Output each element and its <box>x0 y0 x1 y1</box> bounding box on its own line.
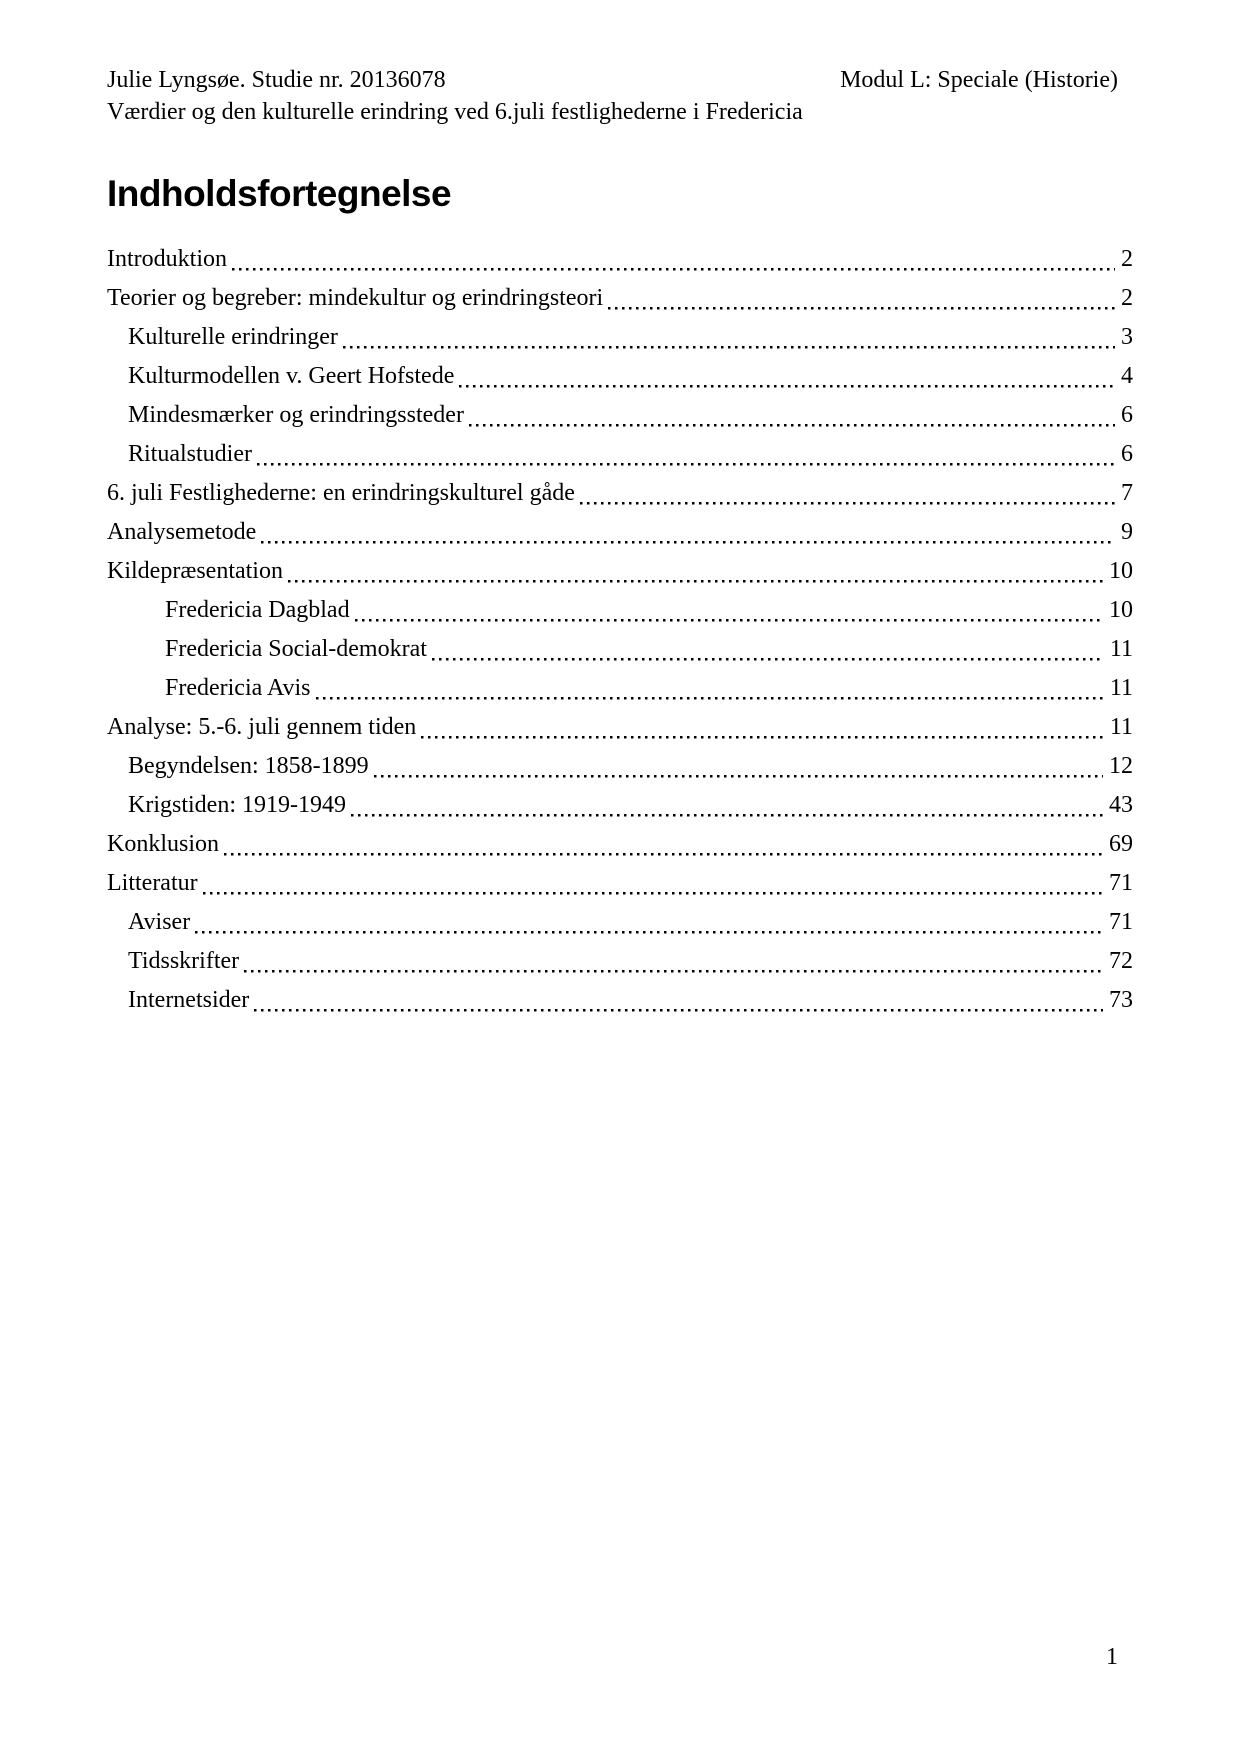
toc-entry-label: Begyndelsen: 1858-1899 <box>128 753 369 779</box>
toc-entry-label: Kulturmodellen v. Geert Hofstede <box>128 363 455 389</box>
toc-dot-leader <box>254 981 1103 1020</box>
toc-entry[interactable] <box>107 396 1133 435</box>
toc-dot-leader <box>343 318 1115 357</box>
toc-entry[interactable] <box>107 279 1133 318</box>
table-of-contents <box>107 240 1133 1020</box>
toc-entry-label: Krigstiden: 1919-1949 <box>128 792 346 818</box>
toc-dot-leader <box>374 747 1103 786</box>
toc-dot-leader <box>355 591 1103 630</box>
toc-entry[interactable] <box>107 708 1133 747</box>
toc-entry[interactable] <box>107 825 1133 864</box>
header-subtitle: Værdier og den kulturelle erindring ved 6.juli festlighederne i Fredericia <box>107 99 803 125</box>
toc-entry[interactable] <box>107 474 1133 513</box>
toc-entry[interactable] <box>107 435 1133 474</box>
toc-entry-page: 43 <box>1109 792 1133 818</box>
toc-entry[interactable] <box>107 786 1133 825</box>
toc-entry[interactable] <box>107 357 1133 396</box>
toc-entry[interactable] <box>107 552 1133 591</box>
toc-entry[interactable] <box>107 903 1133 942</box>
page-number: 1 <box>1106 1644 1118 1670</box>
toc-entry-page: 4 <box>1121 363 1133 389</box>
toc-entry-label: Kildepræsentation <box>107 558 283 584</box>
toc-entry[interactable] <box>107 240 1133 279</box>
toc-entry-label: Introduktion <box>107 246 227 272</box>
toc-dot-leader <box>224 825 1103 864</box>
page-footer <box>1106 1641 1118 1673</box>
toc-dot-leader <box>316 669 1104 708</box>
toc-entry[interactable] <box>107 981 1133 1020</box>
toc-dot-leader <box>580 474 1115 513</box>
toc-entry-page: 11 <box>1109 675 1133 701</box>
toc-entry-page: 6 <box>1121 402 1133 428</box>
toc-entry-page: 71 <box>1109 909 1133 935</box>
header-module: Modul L: Speciale (Historie) <box>840 67 1118 93</box>
toc-entry-label: Aviser <box>128 909 191 935</box>
toc-dot-leader <box>232 240 1115 279</box>
toc-entry-page: 2 <box>1121 246 1133 272</box>
header-top-row <box>107 64 1118 96</box>
toc-entry-label: Kulturelle erindringer <box>128 324 338 350</box>
toc-entry-label: Analysemetode <box>107 519 257 545</box>
toc-entry-page: 71 <box>1109 870 1133 896</box>
toc-dot-leader <box>432 630 1104 669</box>
toc-entry-page: 11 <box>1109 714 1133 740</box>
toc-entry-label: Konklusion <box>107 831 220 857</box>
toc-entry[interactable] <box>107 630 1133 669</box>
header-author: Julie Lyngsøe. Studie nr. 20136078 <box>107 67 446 93</box>
page-header <box>107 64 1133 128</box>
toc-entry[interactable] <box>107 747 1133 786</box>
toc-dot-leader <box>351 786 1103 825</box>
toc-entry[interactable] <box>107 318 1133 357</box>
toc-dot-leader <box>288 552 1103 591</box>
toc-entry-page: 10 <box>1109 558 1133 584</box>
toc-entry-label: Analyse: 5.-6. juli gennem tiden <box>107 714 417 740</box>
toc-dot-leader <box>257 435 1115 474</box>
toc-entry-label: Fredericia Avis <box>165 675 311 701</box>
toc-dot-leader <box>203 864 1103 903</box>
toc-entry-label: Tidsskrifter <box>128 948 240 974</box>
page-title: Indholdsfortegnelse <box>107 173 452 214</box>
toc-dot-leader <box>195 903 1103 942</box>
toc-entry-label: Fredericia Social-demokrat <box>165 636 427 662</box>
toc-entry-page: 11 <box>1109 636 1133 662</box>
toc-dot-leader <box>244 942 1103 981</box>
toc-dot-leader <box>469 396 1115 435</box>
toc-entry-page: 12 <box>1109 753 1133 779</box>
toc-entry-label: Ritualstudier <box>128 441 252 467</box>
toc-entry-page: 3 <box>1121 324 1133 350</box>
toc-entry[interactable] <box>107 591 1133 630</box>
toc-entry[interactable] <box>107 942 1133 981</box>
toc-entry-page: 9 <box>1121 519 1133 545</box>
toc-entry[interactable] <box>107 513 1133 552</box>
toc-entry-page: 69 <box>1109 831 1133 857</box>
toc-dot-leader <box>459 357 1115 396</box>
toc-entry-page: 73 <box>1109 987 1133 1013</box>
toc-entry-page: 2 <box>1121 285 1133 311</box>
toc-entry-page: 10 <box>1109 597 1133 623</box>
toc-entry-page: 6 <box>1121 441 1133 467</box>
toc-entry-label: Teorier og begreber: mindekultur og erindringsteori <box>107 285 604 311</box>
toc-dot-leader <box>261 513 1115 552</box>
toc-entry[interactable] <box>107 669 1133 708</box>
toc-entry-page: 72 <box>1109 948 1133 974</box>
toc-entry-page: 7 <box>1121 480 1133 506</box>
toc-entry-label: Mindesmærker og erindringssteder <box>128 402 464 428</box>
toc-entry-label: 6. juli Festlighederne: en erindringskulturel gåde <box>107 480 575 506</box>
toc-entry-label: Internetsider <box>128 987 250 1013</box>
toc-entry-label: Fredericia Dagblad <box>165 597 350 623</box>
toc-dot-leader <box>608 279 1115 318</box>
toc-entry-label: Litteratur <box>107 870 198 896</box>
toc-dot-leader <box>421 708 1104 747</box>
toc-entry[interactable] <box>107 864 1133 903</box>
